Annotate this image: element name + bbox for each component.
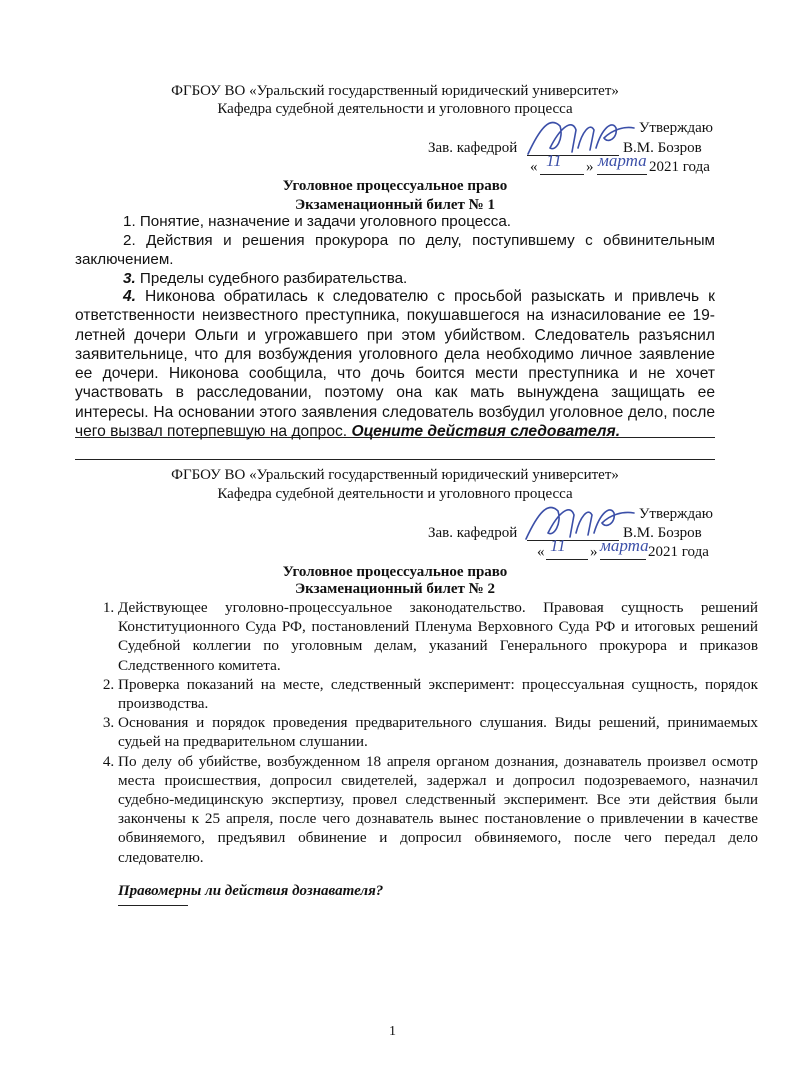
question-3-number: 3. [123, 270, 136, 287]
ticket1-questions [75, 212, 715, 270]
handwritten-month-2: марта [600, 536, 649, 555]
question-3-text: Пределы судебного разбирательства. [139, 270, 408, 287]
question-1: 1. Понятие, назначение и задачи уголовного процесса. [123, 213, 512, 230]
subject-title-2: Уголовное процессуальное право [282, 564, 508, 580]
cut-line-top [75, 437, 715, 438]
question-3: 3. Основания и порядок проведения предварительного слушания. Виды решений, принимаемых судьей на предварительном слушании. [118, 713, 758, 751]
signature-icon [520, 108, 640, 160]
date-close-quote: » [586, 159, 594, 175]
question-2: 2. Проверка показаний на месте, следственный эксперимент: процессуальная сущность, порядок производства. [118, 675, 758, 713]
university-name-2: ФГБОУ ВО «Уральский государственный юридический университет» [171, 467, 619, 483]
approve-label: Утверждаю [638, 120, 713, 136]
handwritten-month: марта [598, 151, 647, 170]
question-4: 4. По делу об убийстве, возбужденном 18 апреля органом дознания, дознаватель произвел осмотр места происшествия, допросил свидетелей, задержал и допросил подозреваемого, назначил судебно-медицинскую экспертизу, провел следственный эксперимент. Все эти действия были закончены к 25 апреля, после чего дознаватель вынес постановление о привлечении в качестве обвиняемого, предъявил обвинение и допросил обвиняемого, после чего передал дело следователю. [118, 752, 758, 867]
end-line [118, 905, 188, 906]
university-name: ФГБОУ ВО «Уральский государственный юридический университет» [171, 83, 619, 99]
ticket2-questions [75, 598, 758, 867]
question-4-task: Оцените действия следователя. [351, 423, 621, 441]
cut-line-bottom [75, 459, 715, 460]
head-name-2: В.М. Бозров [623, 525, 702, 541]
ticket-title: Экзаменационный билет № 1 [295, 197, 495, 213]
head-name: В.М. Бозров [623, 140, 702, 156]
ticket-title-2: Экзаменационный билет № 2 [295, 581, 495, 597]
question-4-number: 4. [123, 288, 137, 305]
department-name: Кафедра судебной деятельности и уголовного процесса [217, 101, 573, 117]
department-name-2: Кафедра судебной деятельности и уголовного процесса [217, 486, 573, 502]
date-year-2: 2021 года [648, 544, 709, 560]
head-label-2: Зав. кафедрой [428, 525, 518, 541]
date-open-quote: « [530, 159, 538, 175]
subject-title: Уголовное процессуальное право [282, 178, 508, 194]
page-number: 1 [389, 1024, 396, 1039]
signature-icon-2 [518, 493, 640, 545]
final-question: Правомерны ли действия дознавателя? [118, 883, 384, 899]
question-4 [75, 287, 715, 441]
handwritten-day: 11 [546, 151, 562, 170]
question-1: 1. Действующее уголовно-процессуальное законодательство. Правовая сущность решений Конституционного Суда РФ, постановлений Пленума Верховного Суда РФ и итоговых решений Судебной коллегии по уголовным делам, указаний Генерального прокурора и приказов Следственного комитета. [118, 598, 758, 675]
question-4-text: Никонова обратилась к следователю с просьбой разыскать и привлечь к ответственности неизвестного преступника, покушавшегося на изнасилование ее 19-летней дочери Ольги и угрожавшего при этом убийством. Следователь разъяснил заявительнице, что для возбуждения уголовного дела необходимо личное заявление ее дочери. Никонова сообщила, что дочь боится мести преступника и не хочет участвовать в расследовании, поэтому она как мать вынуждена защищать ее интересы. На основании этого заявления следователь возбудил уголовное дело, после чего вызвал потерпевшую на допрос. [75, 288, 715, 441]
approve-label-2: Утверждаю [638, 506, 713, 522]
date-open-quote-2: « [537, 544, 545, 560]
date-close-quote-2: » [590, 544, 598, 560]
date-year: 2021 года [649, 159, 710, 175]
question-3 [75, 269, 715, 288]
head-label: Зав. кафедрой [428, 140, 518, 156]
handwritten-day-2: 11 [550, 536, 566, 555]
question-2: 2. Действия и решения прокурора по делу, поступившему с обвинительным заключением. [75, 232, 715, 269]
